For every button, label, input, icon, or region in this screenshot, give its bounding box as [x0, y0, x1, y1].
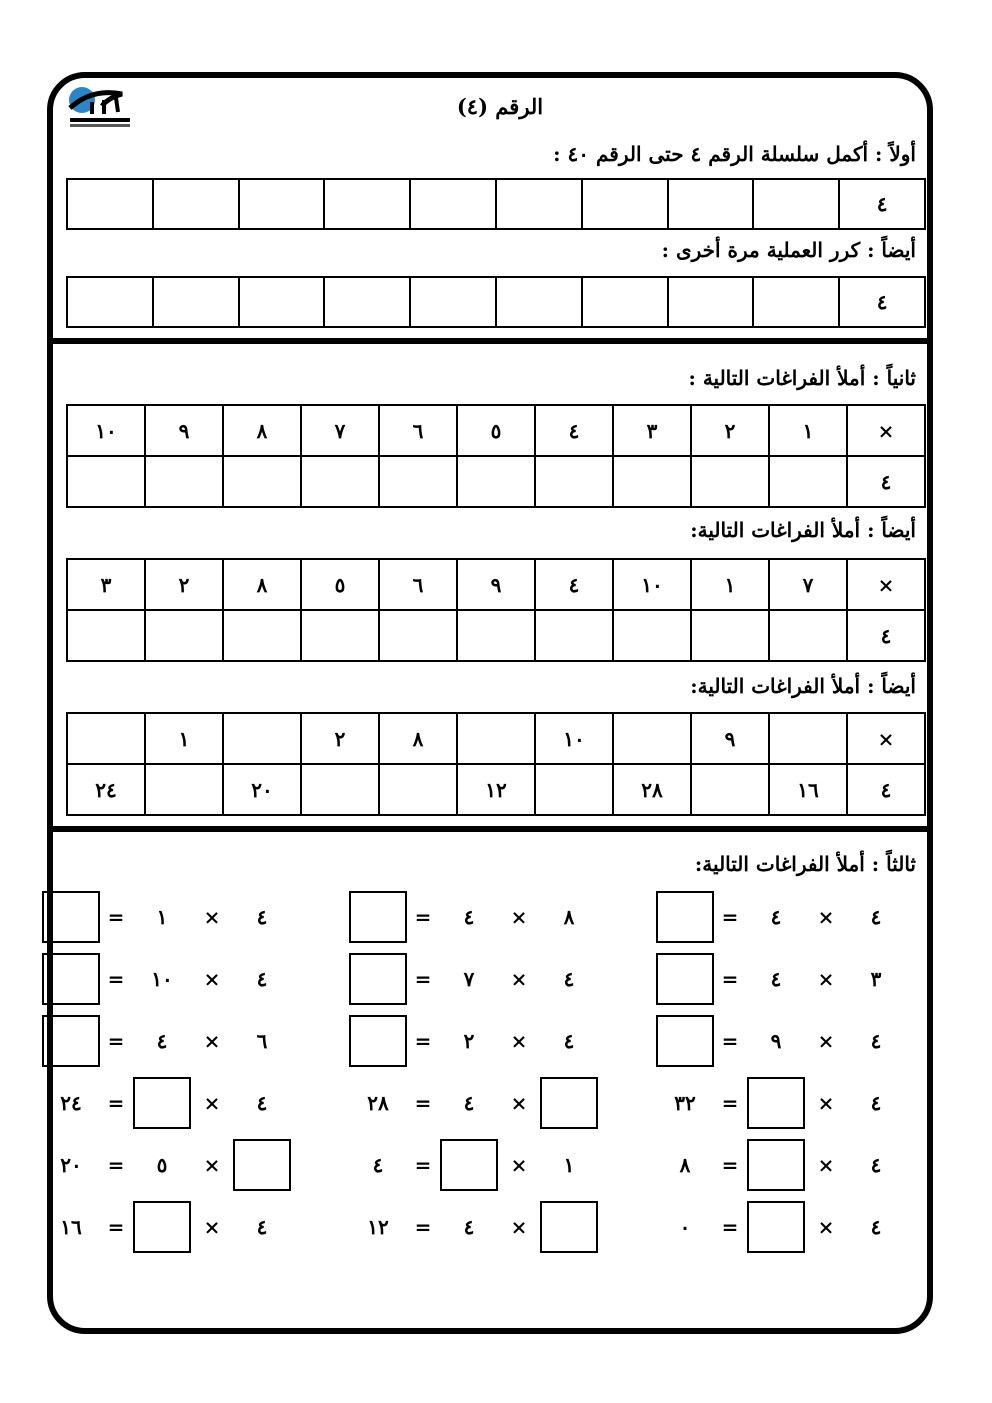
equation-number: ٤ — [870, 905, 882, 929]
answer-box[interactable] — [747, 1139, 805, 1191]
multiplier-cell: ١٠ — [67, 405, 145, 456]
equation-number: ١ — [156, 905, 168, 929]
sequence-cell: ٤ — [839, 179, 925, 229]
answer-box[interactable] — [349, 953, 407, 1005]
equation — [652, 1015, 902, 1067]
product-cell[interactable] — [613, 456, 691, 507]
equation-number: ٣٢ — [674, 1091, 696, 1115]
product-cell[interactable] — [67, 610, 145, 661]
sequence-cell[interactable] — [496, 277, 582, 327]
equals-sign: = — [414, 905, 432, 929]
equation-number: ٠ — [679, 1215, 691, 1239]
product-cell[interactable] — [145, 610, 223, 661]
answer-box[interactable] — [656, 953, 714, 1005]
sequence-cell[interactable] — [324, 277, 410, 327]
multiplier-cell[interactable] — [67, 713, 145, 764]
equation-number: ٨ — [563, 905, 575, 929]
answer-box[interactable] — [133, 1201, 191, 1253]
equation — [345, 953, 595, 1005]
answer-box[interactable] — [540, 1201, 598, 1253]
times-sign: × — [510, 967, 528, 991]
equation-number: ٤ — [156, 1029, 168, 1053]
equation — [38, 953, 288, 1005]
section2-heading-2: أيضاً : أملأ الفراغات التالية: — [690, 518, 916, 542]
equals-sign: = — [414, 967, 432, 991]
sequence-cell[interactable] — [153, 277, 239, 327]
product-cell: ٢٠ — [223, 764, 301, 815]
product-cell[interactable] — [535, 456, 613, 507]
section3-heading: ثالثاً : أملأ الفراغات التالية: — [694, 852, 916, 876]
logo-icon — [62, 84, 138, 130]
product-cell[interactable] — [769, 456, 847, 507]
equation-number: ٤ — [463, 1091, 475, 1115]
equation-number: ٤ — [563, 1029, 575, 1053]
times-sign: × — [510, 905, 528, 929]
equation-number: ٤ — [870, 1153, 882, 1177]
answer-box[interactable] — [656, 891, 714, 943]
equals-sign: = — [721, 967, 739, 991]
times-sign: × — [510, 1029, 528, 1053]
product-cell[interactable] — [301, 764, 379, 815]
equals-sign: = — [721, 1091, 739, 1115]
equals-sign: = — [414, 1153, 432, 1177]
equation-number: ٤ — [256, 967, 268, 991]
multiplier-cell: × — [847, 713, 925, 764]
answer-box[interactable] — [656, 1015, 714, 1067]
equation-number: ٢٨ — [367, 1091, 389, 1115]
product-cell[interactable] — [691, 456, 769, 507]
product-cell[interactable] — [145, 456, 223, 507]
equation — [345, 1077, 595, 1129]
sequence-cell[interactable] — [668, 277, 754, 327]
equation — [345, 891, 595, 943]
equation — [652, 1077, 902, 1129]
equation-number: ٤ — [256, 1215, 268, 1239]
equals-sign: = — [414, 1215, 432, 1239]
multiplier-cell: ٥ — [457, 405, 535, 456]
multiplication-table-3 — [66, 712, 926, 816]
answer-box[interactable] — [747, 1077, 805, 1129]
sequence-cell[interactable] — [67, 179, 153, 229]
product-cell[interactable] — [457, 610, 535, 661]
equation — [38, 1077, 288, 1129]
equation-number: ٤ — [563, 967, 575, 991]
times-sign: × — [203, 967, 221, 991]
answer-box[interactable] — [42, 891, 100, 943]
answer-box[interactable] — [540, 1077, 598, 1129]
equals-sign: = — [107, 905, 125, 929]
times-sign: × — [817, 967, 835, 991]
sequence-cell[interactable] — [67, 277, 153, 327]
multiplier-cell: ١٠ — [535, 713, 613, 764]
multiplier-cell[interactable] — [613, 713, 691, 764]
multiplier-row — [67, 405, 925, 456]
sequence-grid-2 — [66, 276, 926, 328]
equation-number: ٨ — [679, 1153, 691, 1177]
sequence-cell[interactable] — [496, 179, 582, 229]
equation-number: ٦ — [256, 1029, 268, 1053]
times-sign: × — [203, 1153, 221, 1177]
multiplier-cell: ١ — [145, 713, 223, 764]
equation-number: ٤ — [870, 1215, 882, 1239]
times-sign: × — [510, 1153, 528, 1177]
multiplier-cell: ٢ — [301, 713, 379, 764]
multiplier-cell: ١ — [769, 405, 847, 456]
multiplication-table-1 — [66, 404, 926, 508]
answer-box[interactable] — [42, 953, 100, 1005]
product-cell[interactable] — [67, 456, 145, 507]
multiplier-row — [67, 713, 925, 764]
multiplier-cell: ٤ — [535, 559, 613, 610]
answer-box[interactable] — [747, 1201, 805, 1253]
product-cell: ٤ — [847, 610, 925, 661]
product-cell[interactable] — [301, 610, 379, 661]
multiplier-row — [67, 559, 925, 610]
sequence-cell[interactable] — [239, 179, 325, 229]
equation-number: ٤ — [256, 1091, 268, 1115]
sequence-row — [67, 277, 925, 327]
multiplier-cell[interactable] — [769, 713, 847, 764]
multiplier-cell: ٨ — [223, 559, 301, 610]
product-cell: ١٢ — [457, 764, 535, 815]
sequence-cell[interactable] — [668, 179, 754, 229]
sequence-grid-1 — [66, 178, 926, 230]
product-cell[interactable] — [379, 610, 457, 661]
product-cell: ٤ — [847, 456, 925, 507]
sequence-cell[interactable] — [239, 277, 325, 327]
sequence-cell[interactable] — [153, 179, 239, 229]
equals-sign: = — [721, 905, 739, 929]
product-cell: ١٦ — [769, 764, 847, 815]
product-cell[interactable] — [769, 610, 847, 661]
equation-number: ٢٤ — [60, 1091, 82, 1115]
equals-sign: = — [107, 1215, 125, 1239]
product-row — [67, 610, 925, 661]
equals-sign: = — [414, 1029, 432, 1053]
multiplier-cell: ٩ — [145, 405, 223, 456]
sequence-cell[interactable] — [753, 277, 839, 327]
equation-number: ٥ — [156, 1153, 168, 1177]
multiplier-cell: ٩ — [691, 713, 769, 764]
product-cell[interactable] — [613, 610, 691, 661]
equation-number: ٤ — [870, 1029, 882, 1053]
equation — [652, 1201, 902, 1253]
multiplier-cell: ١٠ — [613, 559, 691, 610]
times-sign: × — [203, 905, 221, 929]
equation — [345, 1015, 595, 1067]
sequence-cell: ٤ — [839, 277, 925, 327]
equals-sign: = — [107, 1029, 125, 1053]
times-sign: × — [510, 1215, 528, 1239]
multiplier-cell: ٩ — [457, 559, 535, 610]
equals-sign: = — [107, 1153, 125, 1177]
equation-number: ٤ — [870, 1091, 882, 1115]
multiplier-cell[interactable] — [223, 713, 301, 764]
product-cell[interactable] — [691, 610, 769, 661]
equals-sign: = — [721, 1029, 739, 1053]
times-sign: × — [817, 1029, 835, 1053]
product-cell: ٤ — [847, 764, 925, 815]
multiplier-cell: × — [847, 405, 925, 456]
multiplier-cell: ٥ — [301, 559, 379, 610]
product-cell[interactable] — [223, 456, 301, 507]
equation — [652, 891, 902, 943]
multiplier-cell: ٦ — [379, 405, 457, 456]
answer-box[interactable] — [133, 1077, 191, 1129]
answer-box[interactable] — [440, 1139, 498, 1191]
equation-number: ٤ — [256, 905, 268, 929]
equation-number: ٧ — [463, 967, 475, 991]
times-sign: × — [203, 1215, 221, 1239]
section1-heading: أولاً : أكمل سلسلة الرقم ٤ حتى الرقم ٤٠ : — [553, 142, 916, 166]
product-cell[interactable] — [535, 764, 613, 815]
product-cell[interactable] — [535, 610, 613, 661]
multiplier-cell: × — [847, 559, 925, 610]
times-sign: × — [817, 905, 835, 929]
equals-sign: = — [721, 1215, 739, 1239]
multiplier-cell: ٨ — [379, 713, 457, 764]
product-row — [67, 456, 925, 507]
multiplier-cell: ١ — [691, 559, 769, 610]
product-cell[interactable] — [379, 456, 457, 507]
sequence-cell[interactable] — [582, 277, 668, 327]
equals-sign: = — [107, 1091, 125, 1115]
multiplier-cell: ٢ — [691, 405, 769, 456]
equation-number: ٤ — [770, 967, 782, 991]
answer-box[interactable] — [42, 1015, 100, 1067]
equation-number: ١٢ — [367, 1215, 389, 1239]
multiplier-cell: ٦ — [379, 559, 457, 610]
times-sign: × — [817, 1153, 835, 1177]
section1-heading-2: أيضاً : كرر العملية مرة أخرى : — [661, 238, 916, 262]
section2-heading: ثانياً : أملأ الفراغات التالية : — [688, 366, 916, 390]
equation — [345, 1201, 595, 1253]
product-cell[interactable] — [145, 764, 223, 815]
page-title: الرقم (٤) — [456, 94, 544, 119]
answer-box[interactable] — [233, 1139, 291, 1191]
equation-number: ١ — [563, 1153, 575, 1177]
multiplier-cell[interactable] — [457, 713, 535, 764]
equation — [345, 1139, 595, 1191]
sequence-cell[interactable] — [753, 179, 839, 229]
sequence-cell[interactable] — [582, 179, 668, 229]
equation — [652, 953, 902, 1005]
product-cell[interactable] — [301, 456, 379, 507]
multiplication-table-2 — [66, 558, 926, 662]
equation-number: ٩ — [770, 1029, 782, 1053]
equation-number: ١٠ — [151, 967, 173, 991]
sequence-cell[interactable] — [410, 179, 496, 229]
sequence-cell[interactable] — [410, 277, 496, 327]
equals-sign: = — [107, 967, 125, 991]
product-cell: ٢٨ — [613, 764, 691, 815]
equation-number: ٤ — [770, 905, 782, 929]
equals-sign: = — [414, 1091, 432, 1115]
equation-number: ٤ — [372, 1153, 384, 1177]
answer-box[interactable] — [349, 1015, 407, 1067]
times-sign: × — [203, 1091, 221, 1115]
times-sign: × — [510, 1091, 528, 1115]
equals-sign: = — [721, 1153, 739, 1177]
multiplier-cell: ٧ — [769, 559, 847, 610]
multiplier-cell: ٣ — [67, 559, 145, 610]
equation-number: ٤ — [463, 905, 475, 929]
equation — [652, 1139, 902, 1191]
times-sign: × — [203, 1029, 221, 1053]
equation — [38, 1015, 288, 1067]
multiplier-cell: ٢ — [145, 559, 223, 610]
equation-number: ١٦ — [60, 1215, 82, 1239]
product-cell[interactable] — [379, 764, 457, 815]
equation — [38, 1139, 288, 1191]
product-cell: ٢٤ — [67, 764, 145, 815]
equation — [38, 1201, 288, 1253]
sequence-cell[interactable] — [324, 179, 410, 229]
product-cell[interactable] — [457, 456, 535, 507]
multiplier-cell: ٨ — [223, 405, 301, 456]
equation — [38, 891, 288, 943]
section2-heading-3: أيضاً : أملأ الفراغات التالية: — [690, 674, 916, 698]
section-divider — [50, 826, 930, 832]
equation-number: ٤ — [463, 1215, 475, 1239]
times-sign: × — [817, 1091, 835, 1115]
multiplier-cell: ٣ — [613, 405, 691, 456]
product-cell[interactable] — [223, 610, 301, 661]
multiplier-cell: ٤ — [535, 405, 613, 456]
multiplier-cell: ٧ — [301, 405, 379, 456]
section-divider — [50, 338, 930, 344]
equation-number: ٢ — [463, 1029, 475, 1053]
equation-number: ٢٠ — [60, 1153, 82, 1177]
times-sign: × — [817, 1215, 835, 1239]
answer-box[interactable] — [349, 891, 407, 943]
equation-number: ٣ — [870, 967, 882, 991]
product-cell[interactable] — [691, 764, 769, 815]
sequence-row — [67, 179, 925, 229]
product-row — [67, 764, 925, 815]
